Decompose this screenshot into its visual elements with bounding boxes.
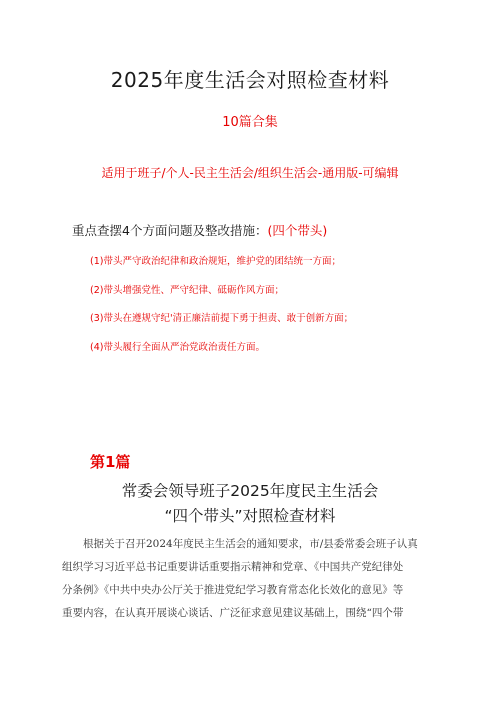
focus-label: 重点查摆4个方面问题及整改措施： [72, 223, 268, 238]
chapter-label: 第1篇 [90, 453, 131, 471]
focus-item: (4)带头履行全面从严治党政治责任方面。 [90, 341, 265, 353]
focus-item: (2)带头增强党性、严守纪律、砥砺作风方面； [90, 284, 284, 296]
document-title: 2025年度生活会对照检查材料 [110, 68, 390, 92]
body-line: 组织学习习近平总书记重要讲话重要指示精神和党章、《中国共产党纪律处 [62, 561, 404, 573]
body-line: 分条例》《中共中央办公厅关于推进党纪学习教育常态化长效化的意见》等 [62, 584, 404, 596]
focus-item-list [90, 255, 353, 369]
body-line: 根据关于召开2024年度民主生活会的通知要求，市/县委常委会班子认真 [83, 538, 418, 550]
article-title-line-2: “四个带头”对照检查材料 [164, 507, 336, 525]
article-body [62, 533, 440, 625]
body-line: 重要内容，在认真开展谈心谈话、广泛征求意见建议基础上，围绕“四个带 [62, 607, 404, 619]
applicable-note: 适用于班子/个人-民主生活会/组织生活会-通用版-可编辑 [101, 166, 399, 180]
focus-heading [72, 221, 327, 239]
article-title-line-1: 常委会领导班子2025年度民主生活会 [121, 482, 379, 500]
focus-bracket: (四个带头) [267, 223, 328, 238]
focus-item: (1)带头严守政治纪律和政治规矩，维护党的团结统一方面； [90, 256, 341, 267]
focus-item: (3)带头在遵规守纪'清正廉洁前提下勇于担责、敢于创新方面； [90, 313, 354, 324]
document-subtitle: 10篇合集 [222, 115, 278, 130]
